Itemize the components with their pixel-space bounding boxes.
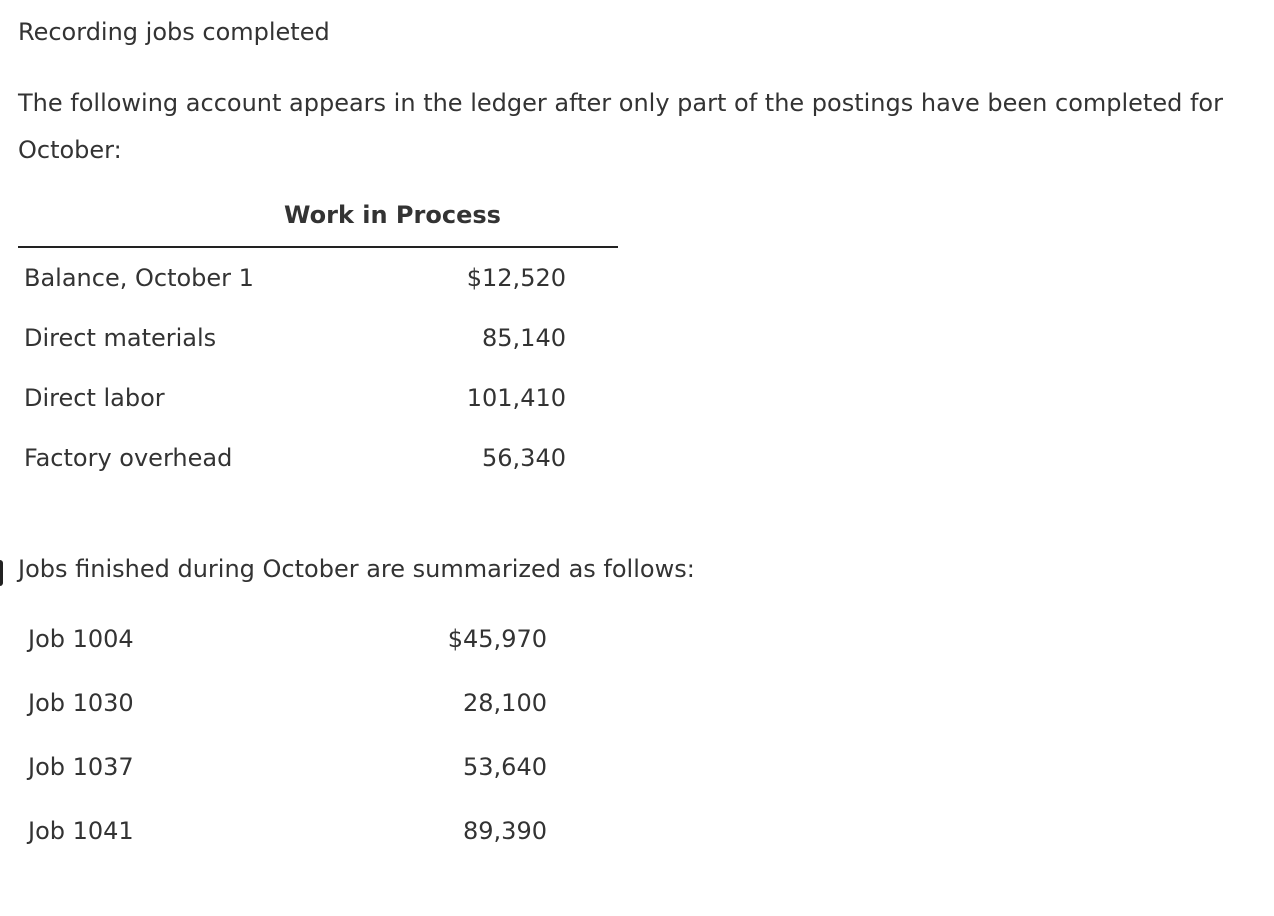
job-row [28,607,628,671]
job-row-label: Job 1041 [28,817,134,845]
ledger-row [18,368,618,428]
ledger-row-label: Direct materials [24,324,217,352]
ledger-account-title: Work in Process [284,201,501,229]
job-row-amount: $45,970 [447,625,547,653]
ledger-row [18,428,618,488]
ledger-account-header [18,195,618,248]
ledger-row-amount: 101,410 [466,384,566,412]
page-title: Recording jobs completed [18,18,330,46]
job-row-amount: 89,390 [463,817,547,845]
ledger-row-amount: 56,340 [482,444,566,472]
job-row-amount: 28,100 [463,689,547,717]
ledger-account [18,195,618,488]
jobs-intro-text: Jobs finished during October are summarized as follows: [18,555,695,583]
ledger-row-amount: $12,520 [466,264,566,292]
ledger-row-label: Direct labor [24,384,165,412]
jobs-list [28,607,628,863]
ledger-row [18,248,618,308]
ledger-row-label: Factory overhead [24,444,233,472]
ledger-row [18,308,618,368]
ledger-row-label: Balance, October 1 [24,264,254,292]
job-row-amount: 53,640 [463,753,547,781]
intro-text: The following account appears in the ledger after only part of the postings have been completed for October: [18,89,1223,164]
job-row-label: Job 1030 [28,689,134,717]
job-row [28,799,628,863]
edge-mark [0,560,3,586]
job-row [28,735,628,799]
ledger-row-amount: 85,140 [482,324,566,352]
job-row [28,671,628,735]
job-row-label: Job 1037 [28,753,134,781]
job-row-label: Job 1004 [28,625,134,653]
